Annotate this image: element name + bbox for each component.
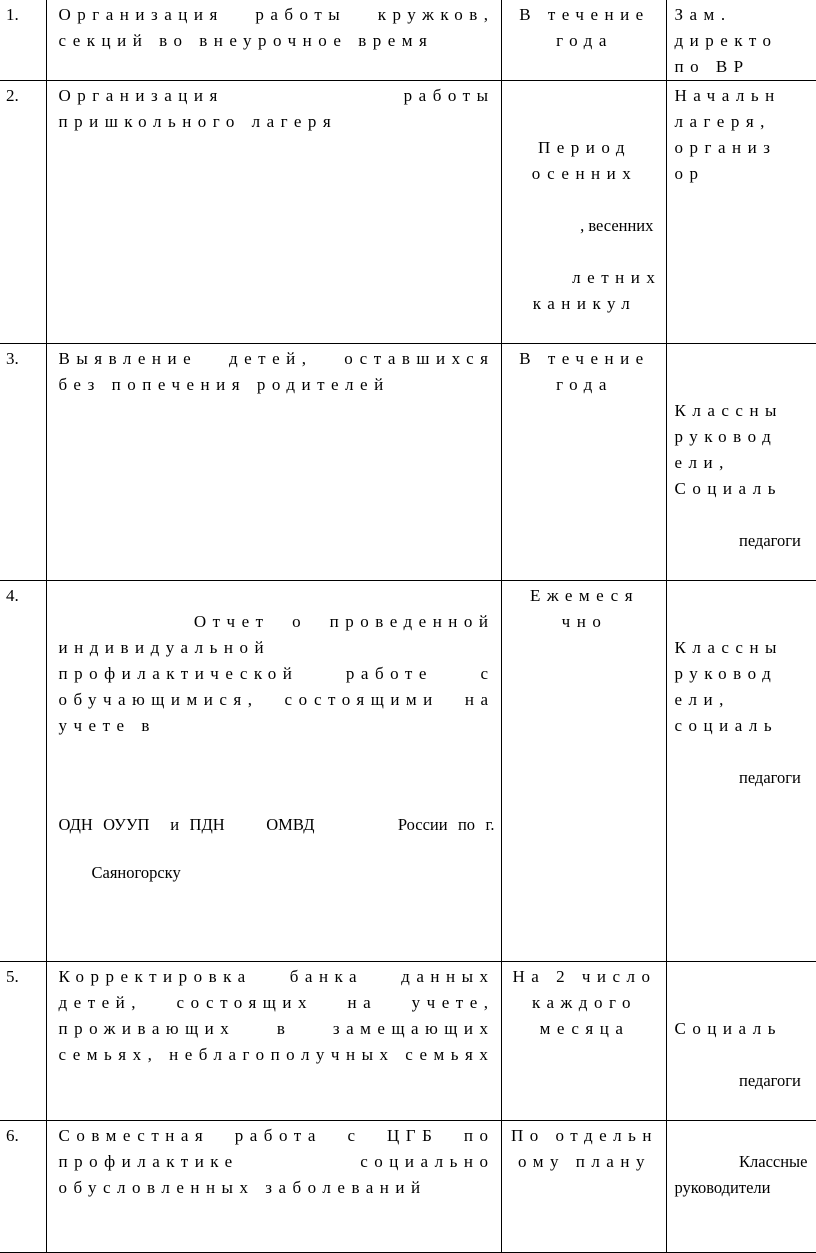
- responsible-part: Классны руковод ели, Социаль: [674, 401, 794, 498]
- responsible-cell: [666, 344, 816, 581]
- row-number: 6.: [0, 1121, 46, 1253]
- row-number: 5.: [0, 962, 46, 1121]
- table-row: [0, 344, 816, 581]
- activity-part: Саяногорску: [91, 863, 181, 882]
- term-cell: По отдельн ому плану: [501, 1121, 666, 1253]
- table-row: [0, 1121, 816, 1253]
- row-number: 1.: [0, 0, 46, 81]
- term-cell: В течение года: [501, 344, 666, 581]
- table-row: [0, 962, 816, 1121]
- responsible-part: Классные руководители: [674, 1152, 812, 1197]
- activity-cell: Организация работы пришкольного лагеря: [46, 81, 501, 344]
- activity-cell: Совместная работа с ЦГБ по профилактике социально обусловленных заболеваний: [46, 1121, 501, 1253]
- row-number: 4.: [0, 581, 46, 962]
- activity-part: ОДН ОУУП и ПДН ОМВД: [58, 815, 315, 834]
- activity-part: Отчет о проведенной индивидуальной профилактической работе с обучающимися, состоящими на учете в: [58, 612, 506, 735]
- responsible-cell: [666, 1121, 816, 1253]
- responsible-part: педагоги: [739, 531, 801, 550]
- row-number: 3.: [0, 344, 46, 581]
- activity-cell: Организация работы кружков, секций во внеурочное время: [46, 0, 501, 81]
- term-cell: На 2 число каждого месяца: [501, 962, 666, 1121]
- activity-line-inner: [59, 813, 495, 837]
- activity-cell: [46, 581, 506, 962]
- table-row: [0, 81, 816, 344]
- activity-cell: Корректировка банка данных детей, состоящих на учете, проживающих в замещающих семьях, неблагополучных семьях: [46, 962, 501, 1121]
- responsible-cell: Начальн лагеря, организ ор: [666, 81, 816, 344]
- responsible-part: Классны руковод ели, социаль: [674, 638, 794, 735]
- activity-part: России по г.: [397, 815, 495, 834]
- activity-cell: Выявление детей, оставшихся без попечения родителей: [46, 344, 501, 581]
- term-part: , весенних: [580, 216, 654, 235]
- activity-line: [59, 765, 495, 909]
- term-part: Период осенних: [531, 138, 642, 183]
- table-row: [0, 0, 816, 81]
- responsible-part: педагоги: [739, 1071, 801, 1090]
- row-number: 2.: [0, 81, 46, 344]
- responsible-part: Социаль: [674, 1019, 782, 1038]
- term-cell: В течение года: [501, 0, 666, 81]
- responsible-cell: [666, 581, 816, 962]
- term-part: летних каникул: [532, 268, 673, 313]
- term-cell: Ежемеся чно: [501, 581, 666, 962]
- term-cell: [501, 81, 673, 344]
- responsible-part: педагоги: [739, 768, 801, 787]
- responsible-cell: Зам. директо по ВР: [666, 0, 816, 81]
- responsible-cell: [666, 962, 816, 1121]
- table-row: [0, 581, 816, 962]
